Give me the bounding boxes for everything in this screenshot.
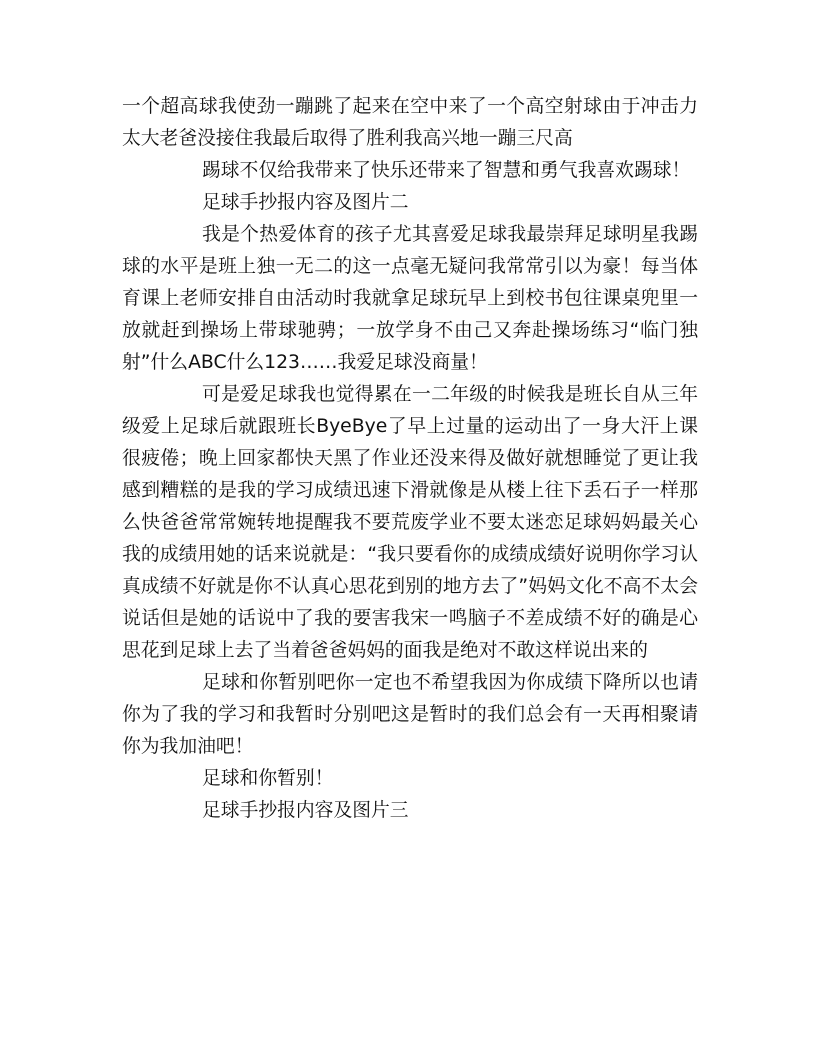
section-heading-three: 足球手抄报内容及图片三 xyxy=(202,800,409,821)
document-page xyxy=(122,91,698,827)
paragraph-farewell: 足球和你暂别吧你一定也不希望我因为你成绩下降所以也请你为了我的学习和我暂时分别吧这是暂时的我们总会有一天再相聚请你为我加油吧！ xyxy=(122,672,698,757)
paragraph-conclusion: 踢球不仅给我带来了快乐还带来了智慧和勇气我喜欢踢球！ xyxy=(202,160,691,181)
section-heading-two: 足球手抄报内容及图片二 xyxy=(202,192,409,213)
paragraph-tired: 可是爱足球我也觉得累在一二年级的时候我是班长自从三年级爱上足球后就跟班长ByeBye了早上过量的运动出了一身大汗上课很疲倦；晚上回家都快天黑了作业还没来得及做好就想睡觉了更让我感到糟糕的是我的学习成绩迅速下滑就像是从楼上往下丢石子一样那么快爸爸常常婉转地提醒我不要荒废学业不要太迷恋足球妈妈最关心我的成绩用她的话来说就是：“我只要看你的成绩成绩好说明你学习认真成绩不好就是你不认真心思花到别的地方去了”妈妈文化不高不太会说话但是她的话说中了我的要害我宋一鸣脑子不差成绩不好的确是心思花到足球上去了当着爸爸妈妈的面我是绝对不敢这样说出来的 xyxy=(122,384,698,661)
paragraph-love-football: 我是个热爱体育的孩子尤其喜爱足球我最崇拜足球明星我踢球的水平是班上独一无二的这一点毫无疑问我常常引以为豪！每当体育课上老师安排自由活动时我就拿足球玩早上到校书包往课桌兜里一放就赶到操场上带球驰骋；一放学身不由己又奔赴操场练习“临门独射”什么ABC什么123……我爱足球没商量！ xyxy=(122,224,698,373)
paragraph-continuation: 一个超高球我使劲一蹦跳了起来在空中来了一个高空射球由于冲击力太大老爸没接住我最后取得了胜利我高兴地一蹦三尺高 xyxy=(122,96,698,149)
farewell-line: 足球和你暂别！ xyxy=(202,768,334,789)
